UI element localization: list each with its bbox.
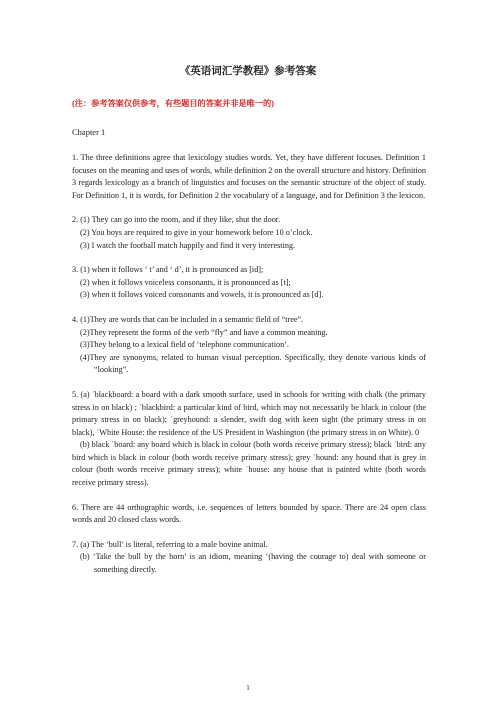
answer-3-line-3: (3) when it follows voiced consonants and vowels, it is pronounced as [d]. (80, 290, 324, 300)
answer-5 (72, 389, 426, 490)
page-title: 《英语词汇学教程》参考答案 (179, 66, 317, 77)
answer-3 (72, 264, 426, 302)
answer-7-line-2: (b) ‘Take the bull by the horn’ is an idiom, meaning ‘(having the courage to) deal with someone or something directly. (80, 552, 426, 575)
answer-3-line-1: 3. (1) when it follows ‘ t’ and ‘ d’, it is pronounced as [id]; (72, 265, 264, 275)
answer-7 (72, 539, 426, 577)
answer-4-line-2: (2)They represent the forms of the verb “fly” and have a common meaning. (80, 327, 328, 337)
answer-5a: 5. (a) ˈblackboard: a board with a dark smooth surface, used in schools for writing with chalk (the primary stress in on black) ; ˈblackbird: a particular kind of bird, which may not necessarily be black in colour (the primary stress in on black); ˈgreyhound: a slender, swift dog with keen sight (the primary stress in on black), ˈWhite House: the residence of the US President in Washington (the primary stress in on White). 0 (72, 389, 426, 437)
answer-2-line-2: (2) You boys are required to give in your homework before 10 o’clock. (80, 227, 313, 237)
answer-4 (72, 314, 426, 377)
answer-content (72, 152, 426, 589)
answer-2 (72, 214, 426, 252)
answer-4-line-3: (3)They belong to a lexical field of ‘telephone communication’. (80, 340, 289, 350)
answer-1: 1. The three definitions agree that lexicology studies words. Yet, they have different focuses. Definition 1 focuses on the meaning and uses of words, while definition 2 on the overall structure and history. Definition 3 regards lexicology as a branch of linguistics and focuses on the semantic structure of the object of study. For Definition 1, it is words, for Definition 2 the vocabulary of a language, and for Definition 3 the lexicon. (72, 153, 426, 200)
disclaimer-note: (注：参考答案仅供参考，有些题目的答案并非是唯一的) (72, 99, 274, 108)
answer-2-line-1: 2. (1) They can go into the room, and if they like, shut the door. (72, 215, 281, 225)
chapter-heading: Chapter 1 (72, 127, 106, 137)
answer-5b: (b) black ˈboard: any board which is black in colour (both words receive primary stress); black ˈbird: any bird which is black in colour (both words receive primary stress); grey ˈhound: any hound that is grey in colour (both words receive primary stress); white ˈhouse: any house that is painted white (both words receive primary stress). (72, 440, 426, 488)
answer-7-line-1: 7. (a) The ‘bull’ is literal, referring to a male bovine animal. (72, 539, 268, 549)
answer-2-line-3: (3) I watch the football match happily and find it very interesting. (80, 240, 296, 250)
answer-6: 6. There are 44 orthographic words, i.e. sequences of letters bounded by space. There are 24 open class words and 20 closed class words. (72, 502, 426, 525)
answer-3-line-2: (2) when it follows voiceless consonants, it is pronounced as [t]; (80, 277, 291, 287)
answer-4-line-4: (4)They are synonyms, related to human visual perception. Specifically, they denote various kinds of “looking”. (80, 352, 426, 375)
page-number: 1 (246, 683, 250, 692)
answer-4-line-1: 4. (1)They are words that can be included in a semantic field of “tree”. (72, 314, 304, 324)
